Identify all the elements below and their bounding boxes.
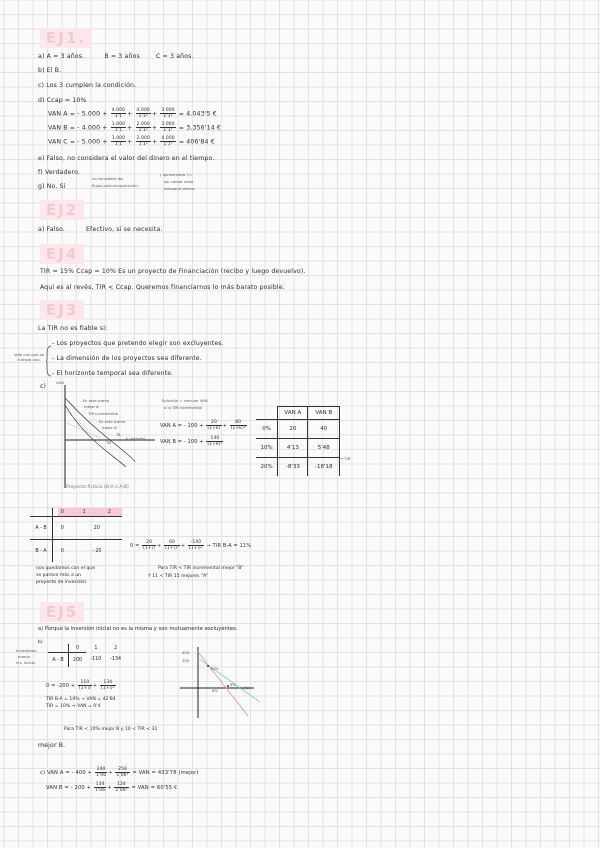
ej3-quedamos-3: proyecto de inversión. bbox=[36, 580, 88, 585]
denominator: (1+i) bbox=[78, 686, 91, 691]
ej3-table-note: → TIR bbox=[340, 456, 351, 461]
frac bbox=[111, 136, 126, 147]
ej2-a: a) Falso. bbox=[38, 226, 65, 233]
ej5-side-2: menor bbox=[18, 654, 31, 659]
numerator: 2.000 bbox=[136, 122, 150, 127]
ej1-c: c) Los 3 cumplen la condición. bbox=[38, 82, 137, 89]
table-cell: A - B bbox=[48, 653, 69, 668]
table-row bbox=[30, 517, 122, 540]
numerator: 240 bbox=[96, 767, 106, 772]
ej1-g-note2: flujos post-recuperación. bbox=[92, 183, 139, 188]
denominator: 1'1³ bbox=[163, 142, 173, 147]
numerator: 140 bbox=[206, 436, 223, 442]
table-cell: 1 bbox=[82, 509, 86, 515]
ej1-van-b: VAN B = - 4.000 + $\frac{1.000}{1'1}$ + $\frac{2.000}{\text{1'1²}}$ + $\frac{3.000}{\text{1'1³}}$ = 3.356'14 € bbox=[48, 122, 221, 133]
ej5-van-graph bbox=[176, 642, 276, 722]
numerator: 258 bbox=[115, 767, 129, 773]
denominator: (1+k)² bbox=[230, 426, 246, 431]
frac bbox=[160, 136, 175, 147]
ej3-eq-lhs: 0 = bbox=[130, 543, 140, 549]
frac bbox=[111, 122, 126, 133]
ej5-side-3: inv. inicial bbox=[16, 660, 35, 665]
table-cell bbox=[256, 407, 278, 420]
denominator: (1+i)² bbox=[189, 546, 203, 551]
table-cell: 200 bbox=[69, 653, 87, 668]
frac bbox=[142, 540, 156, 551]
numerator: 134 bbox=[100, 680, 116, 686]
ej5-mejor: mejor B. bbox=[38, 742, 66, 749]
numerator: 2.000 bbox=[136, 136, 150, 141]
numerator: 1.000 bbox=[111, 136, 126, 141]
table-cell: -134 bbox=[110, 657, 122, 663]
ej5-graph-p3: 8% bbox=[230, 682, 237, 687]
ej3-quedamos-1: nos quedamos con el que bbox=[36, 566, 96, 571]
ej5-tir-10: TIR = 10% → VAN = 0'4 bbox=[46, 704, 101, 709]
table-cell: VAN A bbox=[278, 407, 308, 420]
numerator: 3.000 bbox=[161, 108, 175, 113]
frac bbox=[206, 436, 223, 447]
ej1-a-opt-c: C = 3 años. bbox=[155, 53, 194, 60]
ej3-van-table bbox=[256, 406, 340, 476]
ej5-van-a-result: = VAN = 433'78 (mejor) bbox=[132, 770, 199, 776]
ej3-equation: 0 = $\frac{20}{(1+i)}$ + $\frac{60}{\text{(1+i)²}}$ + $\frac{-140}{\text{(1+i)²}}$ → TIR B-A = 11% bbox=[130, 540, 252, 551]
table-cell: 10% bbox=[256, 438, 278, 457]
table-cell: A - B bbox=[30, 517, 53, 540]
table-cell: -18'18 bbox=[308, 457, 340, 476]
ej5-tir-ba: TIR B-A = 10% → VAN = 42'84 bbox=[46, 697, 116, 702]
ej3-graph-tir-i: TIR incremental bbox=[88, 411, 118, 416]
table-cell: 0 bbox=[53, 517, 72, 540]
ej5-van-b-result: = VAN = 60'55 € bbox=[131, 785, 178, 791]
ej5-graph-p2: 6% bbox=[212, 688, 219, 693]
ej5-title: EJ5 bbox=[40, 602, 84, 622]
ej3-proj-note: Proyecto ficticio (B-A o A-B) bbox=[66, 485, 129, 490]
van-a-lhs: VAN A = - 5.000 + bbox=[48, 110, 108, 118]
table-row bbox=[48, 653, 126, 668]
ej3-van-b-lhs: VAN B = - 100 + bbox=[160, 439, 204, 445]
table-cell: VAN B bbox=[308, 407, 340, 420]
ej3-van-b bbox=[160, 436, 224, 447]
table-row bbox=[256, 407, 340, 420]
ej1-title: EJ1. bbox=[40, 28, 92, 48]
ej1-b: b) El B. bbox=[38, 67, 62, 74]
ej3-inc-table bbox=[30, 508, 122, 562]
ej5-graph-y2: 300 bbox=[182, 658, 190, 663]
table-row bbox=[256, 438, 340, 457]
ej1-g: g) No. Si bbox=[38, 183, 66, 190]
ej5-b: b) bbox=[38, 640, 43, 645]
ej3-para-2: Y 11 < TIR 15 mejores "A" bbox=[148, 574, 209, 579]
ej3-graph-a1: - En este tramo bbox=[80, 398, 110, 403]
ej1-g-note4: sin contar valor bbox=[164, 179, 194, 184]
numerator: 20 bbox=[206, 420, 221, 426]
numerator: 1.000 bbox=[111, 122, 126, 127]
van-c-result: = 406'84 € bbox=[178, 138, 215, 146]
denominator: 1'1³ bbox=[163, 128, 173, 133]
ej3-brace bbox=[46, 346, 52, 376]
denominator: 1'06 bbox=[95, 773, 107, 778]
ej3-graph-a2: mejor A bbox=[84, 404, 99, 409]
table-cell bbox=[30, 508, 53, 517]
ej5-a: a) Porque la inversión inicial no es la misma y son mutuamente excluyentes. bbox=[38, 626, 238, 632]
van-a-result: = 4.043'5 € bbox=[178, 110, 217, 118]
ej3-graph-b2: mejor B bbox=[102, 425, 117, 430]
ej3-van-graph bbox=[60, 380, 170, 490]
ej4-title: EJ4 bbox=[40, 244, 84, 264]
ej5-graph-k: k (%) bbox=[240, 685, 250, 690]
denominator: 1'06² bbox=[116, 773, 129, 778]
numerator: 124 bbox=[114, 782, 128, 788]
ej3-van-a-lhs: VAN A = - 100 + bbox=[160, 423, 204, 429]
denominator: 1'1² bbox=[138, 142, 148, 147]
ej1-a-opt-b: B = 3 años bbox=[104, 53, 140, 60]
frac bbox=[188, 540, 204, 551]
denominator: 1'1² bbox=[138, 114, 148, 119]
table-cell: -8'33 bbox=[278, 457, 308, 476]
denominator: 1'1 bbox=[114, 142, 123, 147]
ej5-para: Para TIR < 10% mejor B y 10 < TIR < 31 bbox=[64, 727, 158, 732]
table-cell: 1 bbox=[94, 645, 98, 651]
numerator: 4.000 bbox=[111, 108, 126, 113]
numerator: 4.000 bbox=[161, 136, 175, 141]
ej1-f: f) Verdadero. bbox=[38, 169, 81, 176]
ej1-van-c: VAN C = - 5.000 + $\frac{1.000}{1'1}$ + $\frac{2.000}{\text{1'1²}}$ + $\frac{4.000}{\text{1'1³}}$ = 406'84 € bbox=[48, 136, 215, 147]
denominator: 1'06² bbox=[115, 788, 128, 793]
ej3-graph-ta: TA bbox=[116, 432, 121, 437]
ej1-a-line bbox=[38, 53, 194, 60]
table-cell: 0 bbox=[69, 644, 87, 653]
ej1-a-opt-a: a) A = 3 años. bbox=[38, 53, 85, 60]
frac bbox=[136, 136, 151, 147]
frac bbox=[230, 420, 247, 431]
denominator: (1+k) bbox=[207, 426, 221, 431]
table-row bbox=[256, 457, 340, 476]
frac bbox=[136, 108, 151, 119]
ej3-para-1: Para TIR < TIR incremental mejor "B" bbox=[158, 566, 244, 571]
table-cell: 0 bbox=[53, 508, 72, 517]
denominator: 1'1 bbox=[114, 128, 123, 133]
ej5-graph-p1: 10% bbox=[210, 666, 219, 671]
ej3-bullet-2: - La dimensión de los proyectos sea diferente. bbox=[52, 355, 202, 362]
table-cell: B - A bbox=[30, 540, 53, 563]
ej5-van-b: VAN B = - 200 + $\frac{134}{1'06}$ + $\frac{124}{\text{1'06²}}$ = VAN = 60'55 € bbox=[46, 782, 178, 793]
ej5-eq-lhs: 0 = -200 + bbox=[46, 683, 76, 689]
ej3-intro: La TIR no es fiable si: bbox=[38, 325, 108, 332]
denominator: 1'1³ bbox=[163, 114, 173, 119]
ej1-e: e) Falso, no considera el valor del dinero en el tiempo. bbox=[38, 155, 215, 162]
table-cell: 20% bbox=[256, 457, 278, 476]
frac bbox=[160, 122, 175, 133]
ej5-van-a: c) VAN A = - 400 + $\frac{240}{1'06}$ + $\frac{258}{\text{1'06²}}$ = VAN = 433'78 (mejor) bbox=[40, 767, 199, 778]
ej3-bullet-1: - Los proyectos que pretendo elegir son excluyentes. bbox=[52, 340, 224, 347]
table-cell: 5'48 bbox=[308, 438, 340, 457]
table-cell: 4'13 bbox=[278, 438, 308, 457]
frac bbox=[94, 782, 106, 793]
numerator: 60 bbox=[164, 540, 180, 546]
ej4-line2: Aquí es al revés, TIR < Ccap. Queremos financiarnos lo más barato posible. bbox=[40, 284, 285, 291]
ej3-quedamos-2: se parece más a un bbox=[36, 573, 82, 578]
table-row bbox=[48, 644, 126, 653]
ej3-note-2: o la TIR incremental bbox=[164, 405, 203, 410]
ej1-g-note1: no considera los bbox=[92, 176, 123, 181]
frac bbox=[164, 540, 180, 551]
ej3-graph-tb: TB bbox=[106, 440, 111, 445]
frac bbox=[115, 767, 129, 778]
frac bbox=[136, 122, 151, 133]
ej5-graph-y1: 400 bbox=[182, 650, 190, 655]
table-cell bbox=[48, 644, 69, 653]
numerator: 4.000 bbox=[136, 108, 150, 113]
table-cell: 20 bbox=[72, 517, 122, 540]
frac bbox=[114, 782, 128, 793]
numerator: 134 bbox=[95, 782, 105, 787]
table-row bbox=[30, 540, 122, 563]
ej3-graph-ylabel: VAN bbox=[56, 380, 64, 385]
ej3-note-1: Solución = calcular VAN bbox=[162, 398, 208, 403]
table-cell: 2 bbox=[114, 645, 118, 651]
ej5-equation: 0 = -200 + $\frac{110}{(1+i)}$ + $\frac{134}{\text{(1+i)²}}$ bbox=[46, 680, 115, 691]
frac bbox=[111, 108, 126, 119]
ej4-line1: TIR = 15% Ccap = 10% Es un proyecto de Financiación (recibo y luego devuelvo). bbox=[40, 268, 306, 275]
ej2-title: EJ2 bbox=[40, 200, 84, 220]
ej5-side-1: Invertimos bbox=[16, 648, 37, 653]
numerator: 3.000 bbox=[161, 122, 175, 127]
numerator: 80 bbox=[230, 420, 247, 426]
ej3-graph-b1: - En este tramo bbox=[96, 419, 126, 424]
frac bbox=[206, 420, 221, 431]
ej5-table bbox=[48, 644, 126, 667]
ej5-van-b-lhs: VAN B = - 200 + bbox=[46, 785, 92, 791]
frac bbox=[78, 680, 92, 691]
van-c-lhs: VAN C = - 5.000 + bbox=[48, 138, 108, 146]
frac bbox=[95, 767, 107, 778]
ej1-d-head: d) Ccap = 10% bbox=[38, 97, 87, 104]
ej1-g-note3: ( aproximada +/- bbox=[160, 172, 193, 177]
table-cell: 2 bbox=[107, 509, 111, 515]
ej3-eq-result: → TIR B-A = 11% bbox=[206, 543, 252, 549]
van-b-result: = 3.356'14 € bbox=[178, 124, 221, 132]
ej3-side-note: Vale con que se cumpla uno. bbox=[14, 352, 44, 362]
ej3-title: EJ3 bbox=[40, 300, 84, 320]
table-row bbox=[256, 419, 340, 438]
numerator: -140 bbox=[188, 540, 204, 546]
denominator: (1+i)² bbox=[100, 686, 115, 691]
ej3-graph-xlabel: k (interés) bbox=[126, 436, 146, 441]
table-cell: 0% bbox=[256, 419, 278, 438]
table-cell: 40 bbox=[308, 419, 340, 438]
table-cell: 20 bbox=[278, 419, 308, 438]
frac bbox=[100, 680, 116, 691]
ej1-van-a: VAN A = - 5.000 + $\frac{4.000}{1'1}$ + $\frac{4.000}{\text{1'1²}}$ + $\frac{3.000}{\text{1'1³}}$ = 4.043'5 € bbox=[48, 108, 217, 119]
table-cell: 0 bbox=[53, 540, 72, 563]
ej2-a2: Efectivo, si se necesita. bbox=[86, 226, 163, 233]
denominator: 1'1² bbox=[138, 128, 148, 133]
ej3-c-label: c) bbox=[40, 383, 47, 390]
ej5-van-a-lhs: c) VAN A = - 400 + bbox=[40, 770, 93, 776]
frac bbox=[160, 108, 175, 119]
denominator: (1+i) bbox=[143, 546, 156, 551]
table-cell: - 20 bbox=[92, 548, 102, 554]
numerator: 20 bbox=[142, 540, 156, 546]
table-row bbox=[30, 508, 122, 517]
denominator: 1'1 bbox=[114, 114, 123, 119]
ej3-bullet-3: - El horizonte temporal sea diferente. bbox=[52, 370, 174, 377]
numerator: 110 bbox=[78, 680, 92, 686]
denominator: (1+i)² bbox=[165, 546, 179, 551]
denominator: 1'06 bbox=[94, 788, 106, 793]
van-b-lhs: VAN B = - 4.000 + bbox=[48, 124, 108, 132]
ej3-van-a: VAN A = - 100 + $\frac{20}{(1+k)}$ + $\frac{80}{\text{(1+k)²}}$ bbox=[160, 420, 246, 431]
table-cell: -110 bbox=[90, 657, 102, 663]
ej1-g-note5: temporal dinero. bbox=[164, 186, 196, 191]
denominator: (1+k)² bbox=[207, 442, 223, 447]
